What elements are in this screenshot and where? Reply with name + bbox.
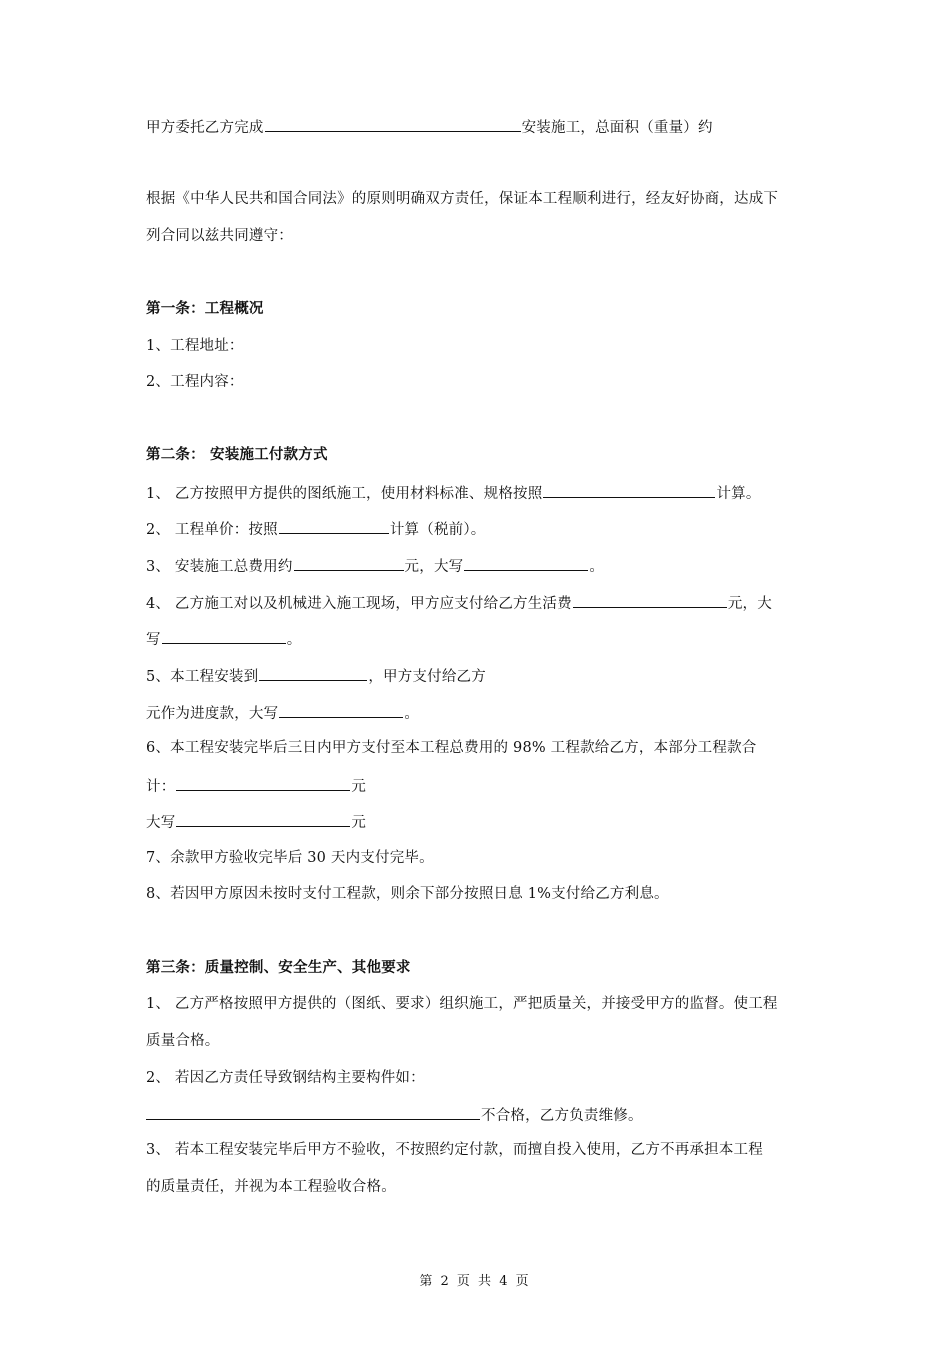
blank-final-payment[interactable] bbox=[176, 775, 350, 791]
blank-project-name[interactable] bbox=[265, 116, 521, 132]
blank-components[interactable] bbox=[146, 1104, 480, 1120]
article-2-item-6-words: 大写 元 bbox=[146, 811, 366, 833]
article-3-item-1-cont: 质量合格。 bbox=[146, 1033, 220, 1049]
blank-final-payment-words[interactable] bbox=[176, 811, 350, 827]
article-2-title: 第二条： 安装施工付款方式 bbox=[146, 446, 328, 463]
article-3-item-1: 1、 乙方严格按照甲方提供的（图纸、要求）组织施工，严把质量关，并接受甲方的监督。使工程 bbox=[146, 996, 778, 1012]
article-3-item-3: 3、 若本工程安装完毕后甲方不验收，不按照约定付款，而擅自投入使用，乙方不再承担本工程 bbox=[146, 1142, 763, 1158]
article-1-item-2: 2、工程内容： bbox=[146, 374, 244, 390]
blank-material-standard[interactable] bbox=[543, 482, 715, 498]
blank-progress-payment-words[interactable] bbox=[279, 702, 403, 718]
article-1-item-1: 1、工程地址： bbox=[146, 338, 244, 354]
article-2-item-4-cont: 写 。 bbox=[146, 628, 301, 650]
article-3-item-2: 2、 若因乙方责任导致钢结构主要构件如： bbox=[146, 1070, 425, 1086]
article-2-item-5: 5、本工程安装到 ，甲方支付给乙方 bbox=[146, 665, 486, 687]
article-2-item-5-cont: 元作为进度款，大写 。 bbox=[146, 702, 419, 724]
article-1-title: 第一条：工程概况 bbox=[146, 300, 264, 317]
blank-living-fee[interactable] bbox=[573, 592, 727, 608]
page-number: 第 2 页 共 4 页 bbox=[419, 1274, 531, 1289]
article-2-item-8: 8、若因甲方原因未按时支付工程款，则余下部分按照日息 1%支付给乙方利息。 bbox=[146, 886, 669, 902]
article-3-item-2-cont: 不合格，乙方负责维修。 bbox=[146, 1104, 643, 1126]
blank-total-fee-words[interactable] bbox=[464, 555, 588, 571]
intro-line-2: 根据《中华人民共和国合同法》的原则明确双方责任，保证本工程顺利进行，经友好协商，达成下 bbox=[146, 191, 779, 207]
blank-unit-price[interactable] bbox=[279, 518, 389, 534]
article-2-item-1: 1、 乙方按照甲方提供的图纸施工，使用材料标准、规格按照 计算。 bbox=[146, 482, 761, 504]
blank-install-stage[interactable] bbox=[259, 665, 367, 681]
article-2-item-2: 2、 工程单价：按照 计算（税前）。 bbox=[146, 518, 486, 540]
intro-line-3: 列合同以兹共同遵守： bbox=[146, 228, 293, 244]
article-3-title: 第三条：质量控制、安全生产、其他要求 bbox=[146, 959, 411, 976]
article-2-item-4: 4、 乙方施工对以及机械进入施工现场，甲方应支付给乙方生活费 元，大 bbox=[146, 592, 772, 614]
article-2-item-3: 3、 安装施工总费用约 元，大写 。 bbox=[146, 555, 604, 577]
article-2-item-6: 6、本工程安装完毕后三日内甲方支付至本工程总费用的 98% 工程款给乙方，本部分工程款合 bbox=[146, 740, 757, 756]
article-2-item-6-amount: 计： 元 bbox=[146, 775, 366, 797]
intro-line-1: 甲方委托乙方完成 安装施工，总面积（重量）约 bbox=[146, 116, 713, 138]
blank-total-fee[interactable] bbox=[294, 555, 404, 571]
article-3-item-3-cont: 的质量责任，并视为本工程验收合格。 bbox=[146, 1179, 396, 1195]
blank-living-fee-words[interactable] bbox=[162, 628, 286, 644]
article-2-item-7: 7、余款甲方验收完毕后 30 天内支付完毕。 bbox=[146, 850, 434, 866]
